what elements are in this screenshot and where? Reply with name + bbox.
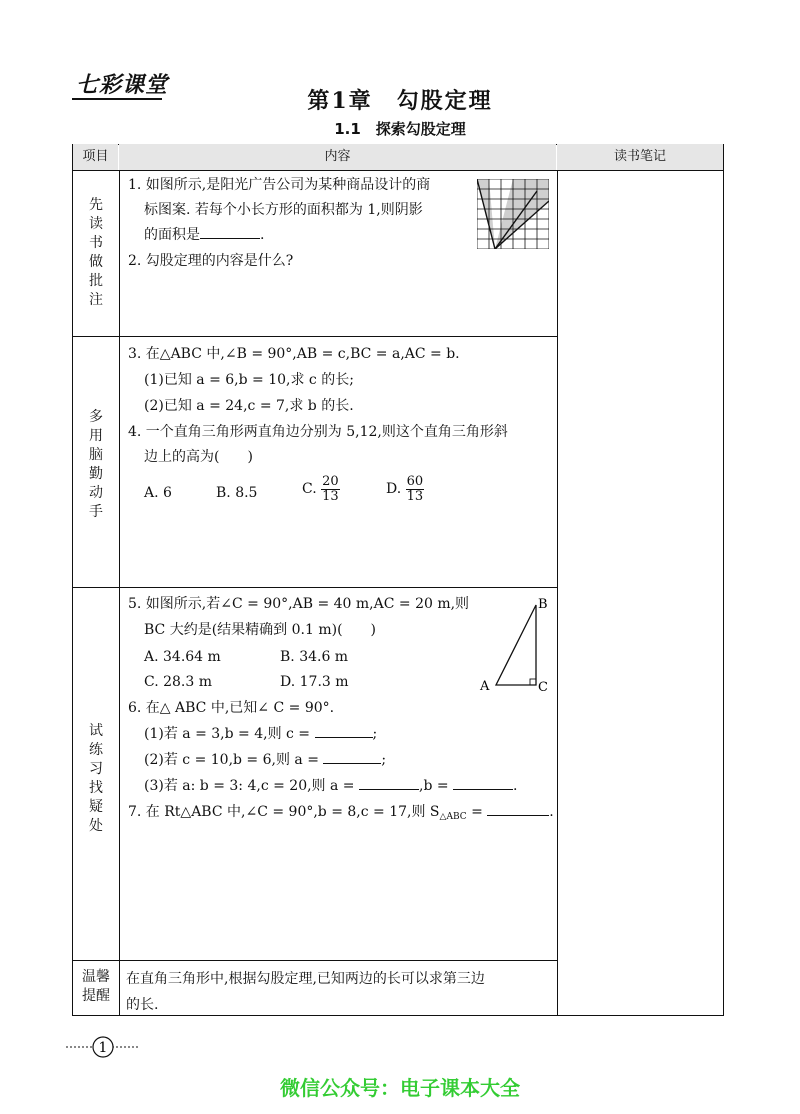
- q4-option-c-fraction: [321, 475, 340, 504]
- vertex-label-c: C: [538, 680, 548, 695]
- tip-line1: 在直角三角形中,根据勾股定理,已知两边的长可以求第三边: [126, 971, 485, 987]
- q6-part3-end: .: [513, 778, 518, 794]
- q1-answer-blank[interactable]: [200, 238, 260, 239]
- section-title: 1.1 探索勾股定理: [334, 120, 466, 138]
- col-divider-1: [119, 145, 120, 1015]
- grid-logo-figure: [477, 179, 549, 249]
- chapter-title: 第1章 勾股定理: [307, 88, 493, 114]
- q1-line3-end: .: [260, 227, 265, 243]
- q6-part1-blank[interactable]: [315, 737, 373, 738]
- q5-line2: BC 大约是(结果精确到 0.1 m)( ): [144, 622, 376, 638]
- q6-part3: [144, 777, 518, 796]
- col-header-item: 项目: [73, 144, 118, 170]
- row-label-think: 多用脑 勤动手: [89, 409, 117, 520]
- triangle-abc: [496, 605, 536, 685]
- col-header-content: 内容: [119, 144, 556, 170]
- q6-part1-end: ;: [372, 726, 378, 742]
- q4-option-c: [302, 475, 340, 504]
- q4-option-a: A. 6: [144, 485, 172, 501]
- vertex-label-b: B: [538, 597, 548, 612]
- q7-equals: =: [471, 804, 483, 820]
- q4-option-c-denominator: 13: [322, 489, 339, 504]
- q6-part3-blank-a[interactable]: [359, 789, 419, 790]
- q3-stem: 3. 在△ABC 中,∠B = 90°,AB = c,BC = a,AC = b.: [128, 346, 460, 362]
- q4-option-d: [386, 475, 424, 504]
- q6-part3-mid: ,b =: [419, 778, 449, 794]
- publisher-logo: 七彩课堂: [76, 73, 169, 98]
- q7-text-main: 7. 在 Rt△ABC 中,∠C = 90°,b = 8,c = 17,则 S: [128, 804, 440, 820]
- right-triangle-figure: [476, 595, 550, 695]
- row-divider-3: [72, 960, 558, 961]
- q1-line3-text: 的面积是: [144, 227, 200, 243]
- q4-option-d-fraction: [406, 475, 425, 504]
- q6-stem: 6. 在△ ABC 中,已知∠ C = 90°.: [128, 700, 335, 716]
- header-row-divider: [72, 170, 724, 171]
- page-number-badge: [64, 1036, 142, 1058]
- watermark-text: 微信公众号：电子课本大全: [280, 1076, 520, 1100]
- q7-text: [128, 803, 554, 827]
- row-label-tip: 温馨提醒: [82, 969, 110, 1004]
- col-divider-2: [557, 145, 558, 1015]
- q6-part2-text: (2)若 c = 10,b = 6,则 a =: [144, 752, 319, 768]
- q3-part1: (1)已知 a = 6,b = 10,求 c 的长;: [144, 372, 354, 388]
- q6-part2-blank[interactable]: [323, 763, 381, 764]
- page-number: 1: [98, 1040, 108, 1056]
- q4-option-d-denominator: 13: [406, 489, 424, 504]
- q1-line3: [144, 226, 264, 245]
- q7-end: .: [549, 804, 554, 820]
- q4-line2: 边上的高为( ): [144, 449, 253, 465]
- row-divider-2: [72, 587, 558, 588]
- q5-line1: 5. 如图所示,若∠C = 90°,AB = 40 m,AC = 20 m,则: [128, 596, 470, 612]
- q4-option-d-prefix: D.: [386, 481, 402, 497]
- q2-text: 2. 勾股定理的内容是什么?: [128, 253, 294, 269]
- q4-option-c-prefix: C.: [302, 481, 317, 497]
- q6-part2-end: ;: [381, 752, 387, 768]
- row-divider-1: [72, 336, 558, 337]
- q6-part2: [144, 751, 386, 770]
- q6-part1-text: (1)若 a = 3,b = 4,则 c =: [144, 726, 311, 742]
- q4-option-d-numerator: 60: [406, 474, 424, 489]
- q1-line1: 1. 如图所示,是阳光广告公司为某种商品设计的商: [128, 177, 431, 193]
- q6-part3-blank-b[interactable]: [453, 789, 513, 790]
- q3-part2: (2)已知 a = 24,c = 7,求 b 的长.: [144, 398, 354, 414]
- q7-subscript: △ABC: [439, 812, 467, 822]
- q4-option-c-numerator: 20: [322, 474, 339, 489]
- q1-line2: 标图案. 若每个小长方形的面积都为 1,则阴影: [144, 202, 423, 218]
- right-angle-marker: [530, 679, 536, 685]
- q6-part3-text: (3)若 a: b = 3: 4,c = 20,则 a =: [144, 778, 355, 794]
- row-label-practice: 试练习 找疑处: [89, 723, 117, 834]
- vertex-label-a: A: [480, 679, 490, 694]
- q5-option-c: C. 28.3 m: [144, 674, 213, 690]
- q7-answer-blank[interactable]: [487, 815, 549, 816]
- tip-line2: 的长.: [126, 997, 159, 1013]
- col-header-notes: 读书笔记: [557, 144, 723, 170]
- q4-line1: 4. 一个直角三角形两直角边分别为 5,12,则这个直角三角形斜: [128, 424, 508, 440]
- q5-option-b: B. 34.6 m: [280, 649, 349, 665]
- study-table: [72, 144, 724, 1016]
- row-label-read: 先读书 做批注: [89, 197, 117, 308]
- q6-part1: [144, 725, 377, 744]
- q5-option-a: A. 34.64 m: [144, 649, 221, 665]
- q5-option-d: D. 17.3 m: [280, 674, 349, 690]
- q4-option-b: B. 8.5: [216, 485, 258, 501]
